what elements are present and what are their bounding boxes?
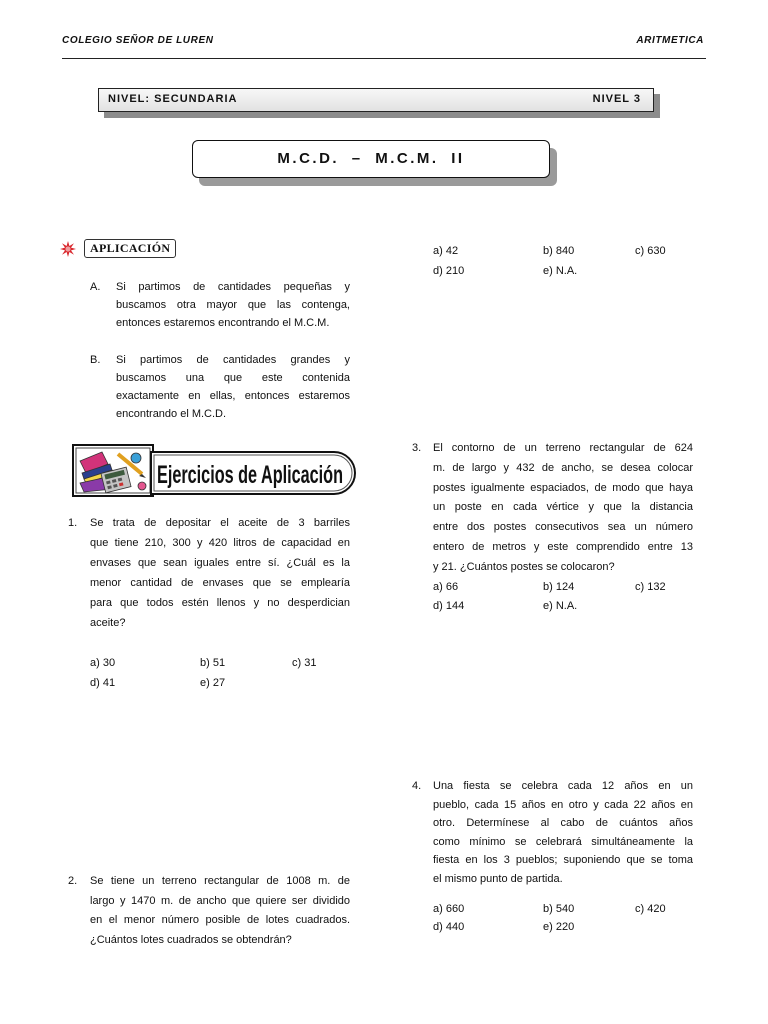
option: d) 41	[90, 677, 116, 689]
option: c) 31	[292, 657, 317, 669]
options-row	[90, 653, 370, 673]
text-line: buscamos otra mayor que las contenga,	[116, 299, 350, 311]
text-line: Se trata de depositar el aceite de 3 barriles	[90, 517, 350, 529]
option: a) 660	[433, 903, 465, 915]
item-marker: A.	[90, 281, 101, 293]
options-row	[433, 597, 713, 616]
text-line: Si partimos de cantidades pequeñas y	[116, 281, 350, 293]
item-marker: B.	[90, 354, 101, 366]
text-line: en el menor número posible de lotes cuadrados.	[90, 914, 350, 926]
options-row	[433, 241, 713, 261]
text-line: aceite?	[90, 617, 126, 629]
banner-title: Ejercicios de Aplicación	[157, 461, 343, 489]
options-row	[433, 578, 713, 597]
option: c) 132	[635, 581, 666, 593]
text-line: el mismo punto de partida.	[433, 872, 563, 885]
aplicacion-label: APLICACIÓN	[84, 239, 176, 258]
text-line: ¿Cuántos lotes cuadrados se obtendrán?	[90, 933, 292, 946]
text-line: otro. Determínese al cabo de cuántos años	[433, 817, 693, 830]
exercise-number: 4.	[412, 780, 422, 792]
exercise-4-text	[433, 777, 693, 889]
options-row	[90, 673, 370, 693]
text-line: Se tiene un terreno rectangular de 1008 m. de	[90, 875, 350, 887]
option: d) 144	[433, 600, 465, 612]
text-line: envases que sean iguales entre sí. ¿Cuál es la	[90, 557, 350, 569]
option: e) N.A.	[543, 265, 578, 277]
option: c) 420	[635, 903, 666, 915]
text-line: para que todos estén llenos y no desperdician	[90, 597, 350, 609]
starburst-icon	[60, 241, 76, 257]
text-line: como mínimo se celebrará simultáneamente la	[433, 835, 693, 848]
exercise-3-text	[433, 439, 693, 578]
books-calculator-icon	[72, 444, 154, 497]
option: a) 42	[433, 245, 459, 257]
options-row	[433, 900, 713, 918]
item-a-text	[116, 278, 350, 332]
level-number: NIVEL 3	[592, 93, 641, 105]
text-line: encontrando el M.C.D.	[116, 408, 227, 420]
option: b) 540	[543, 903, 575, 915]
text-line: Si partimos de cantidades grandes y	[116, 354, 350, 366]
text-line: exactamente en ellas, entonces estaremos	[116, 390, 350, 402]
text-line: m. de largo y 432 de ancho, se desea colocar	[433, 461, 693, 474]
exercises-banner	[150, 451, 358, 496]
text-line: largo y 1470 m. de ancho que quiere ser dividido	[90, 894, 350, 907]
option: e) N.A.	[543, 600, 578, 612]
exercise-number: 2.	[68, 875, 78, 887]
text-line: entero de metros y este comprendido entre 13	[433, 540, 693, 553]
school-name: COLEGIO SEÑOR DE LUREN	[62, 35, 214, 46]
exercise-1-text	[90, 513, 350, 633]
option: b) 51	[200, 657, 226, 669]
option: d) 210	[433, 265, 465, 277]
text-line: menor cantidad de envases que se emplearía	[90, 577, 350, 589]
text-line: entonces estaremos encontrando el M.C.M.	[116, 317, 330, 329]
option: e) 220	[543, 921, 575, 933]
header-rule	[62, 58, 706, 59]
subject-name: ARITMETICA	[636, 35, 704, 46]
text-line: y 21. ¿Cuántos postes se colocaron?	[433, 560, 615, 573]
level-bar	[98, 88, 654, 112]
option: e) 27	[200, 677, 226, 689]
text-line: que tiene 210, 300 y 420 litros de capacidad en	[90, 537, 350, 549]
exercise-number: 1.	[68, 517, 78, 529]
text-line: buscamos una que este contenida	[116, 372, 350, 384]
options-row	[433, 261, 713, 281]
option: a) 66	[433, 581, 459, 593]
option: b) 840	[543, 245, 575, 257]
text-line: fiesta en los 3 pueblos; suponiendo que se toma	[433, 854, 693, 867]
page-title: M.C.D. – M.C.M. II	[277, 150, 465, 167]
text-line: un poste en cada vértice y que la distancia	[433, 501, 693, 514]
exercise-number: 3.	[412, 442, 422, 454]
option: d) 440	[433, 921, 465, 933]
title-box	[192, 140, 550, 178]
text-line: entre dos postes consecutivos sea un número	[433, 521, 693, 534]
text-line: Una fiesta se celebra cada 12 años en un	[433, 780, 693, 792]
option: b) 124	[543, 581, 575, 593]
exercise-2-text	[90, 872, 350, 950]
item-b-text	[116, 351, 350, 423]
options-row	[433, 918, 713, 936]
level-label: NIVEL: SECUNDARIA	[108, 93, 238, 105]
option: a) 30	[90, 657, 116, 669]
text-line: El contorno de un terreno rectangular de 624	[433, 442, 693, 454]
text-line: pueblo, cada 15 años en otro y cada 22 años en	[433, 798, 693, 811]
option: c) 630	[635, 245, 666, 257]
text-line: postes igualmente espaciados, de modo que haya	[433, 481, 693, 494]
